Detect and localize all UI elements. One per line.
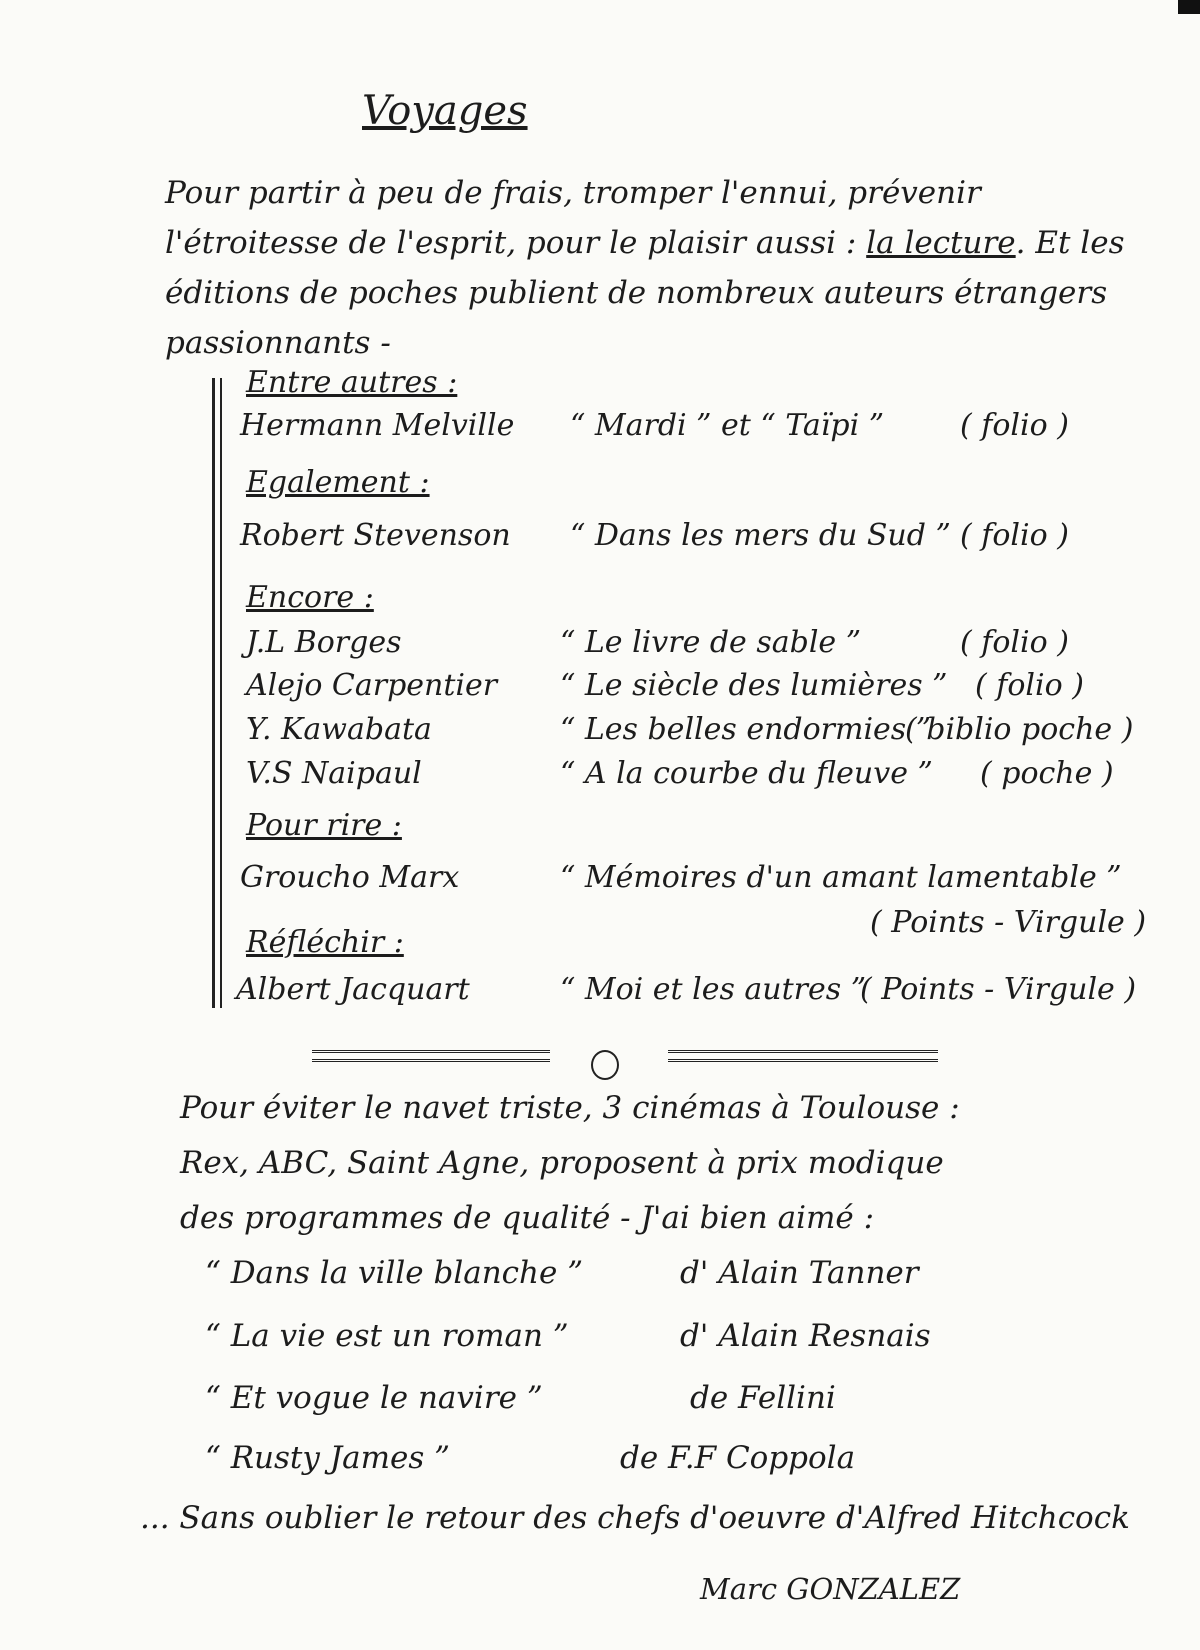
- intro-highlight: la lecture: [866, 225, 1016, 261]
- book-publisher: ( folio ): [960, 518, 1069, 553]
- book-author: J.L Borges: [246, 625, 402, 660]
- book-title: “ Mémoires d'un amant lamentable ”: [560, 860, 1122, 895]
- book-title: “ A la courbe du fleuve ”: [560, 756, 933, 791]
- signature: Marc GONZALEZ: [700, 1572, 961, 1606]
- film-director: de Fellini: [690, 1380, 836, 1416]
- scan-corner-mark: [1178, 0, 1200, 14]
- book-publisher: ( Points - Virgule ): [860, 972, 1137, 1007]
- book-author: Y. Kawabata: [246, 712, 432, 747]
- film-director: d' Alain Resnais: [680, 1318, 931, 1354]
- intro-paragraph: [165, 168, 1125, 368]
- list-header: Pour rire :: [246, 808, 402, 843]
- book-publisher: ( folio ): [975, 668, 1084, 703]
- list-header: Entre autres :: [246, 365, 458, 400]
- book-title: “ Moi et les autres ”: [560, 972, 867, 1007]
- book-author: Hermann Melville: [240, 408, 515, 443]
- book-author: V.S Naipaul: [246, 756, 422, 791]
- book-title: “ Mardi ” et “ Taïpi ”: [570, 408, 885, 443]
- intro-text-before: Pour partir à peu de frais, tromper l'ennui, prévenir l'étroitesse de l'esprit, pour le plaisir aussi :: [165, 175, 981, 261]
- separator-line-right: [668, 1050, 938, 1062]
- page-title: Voyages: [362, 88, 528, 134]
- book-author: Albert Jacquart: [236, 972, 470, 1007]
- list-header: Réfléchir :: [246, 925, 404, 960]
- book-list-margin-bar: [212, 378, 222, 1008]
- book-title: “ Le livre de sable ”: [560, 625, 862, 660]
- film-director: de F.F Coppola: [620, 1440, 856, 1476]
- film-title: “ La vie est un roman ”: [205, 1318, 569, 1354]
- book-publisher: ( poche ): [980, 756, 1114, 791]
- book-title: “ Dans les mers du Sud ”: [570, 518, 951, 553]
- film-title: “ Rusty James ”: [205, 1440, 451, 1476]
- cinema-closing: ... Sans oublier le retour des chefs d'oeuvre d'Alfred Hitchcock: [140, 1500, 1130, 1536]
- cinema-line: Pour éviter le navet triste, 3 cinémas à Toulouse :: [180, 1090, 960, 1126]
- book-title: “ Le siècle des lumières ”: [560, 668, 948, 703]
- separator-circle: [591, 1050, 619, 1080]
- book-publisher: ( biblio poche ): [905, 712, 1134, 747]
- list-header: Egalement :: [246, 465, 430, 500]
- book-author: Alejo Carpentier: [246, 668, 498, 703]
- book-publisher: ( folio ): [960, 625, 1069, 660]
- list-item: [240, 408, 514, 443]
- separator-line-left: [312, 1050, 550, 1062]
- book-publisher: ( folio ): [960, 408, 1069, 443]
- cinema-line: Rex, ABC, Saint Agne, proposent à prix modique: [180, 1145, 944, 1181]
- film-title: “ Et vogue le navire ”: [205, 1380, 543, 1416]
- book-title: “ Les belles endormies ”: [560, 712, 932, 747]
- cinema-line: des programmes de qualité - J'ai bien aimé :: [180, 1200, 875, 1236]
- film-director: d' Alain Tanner: [680, 1255, 919, 1291]
- film-title: “ Dans la ville blanche ”: [205, 1255, 584, 1291]
- list-header: Encore :: [246, 580, 374, 615]
- book-publisher: ( Points - Virgule ): [870, 905, 1147, 940]
- intro-text-after: . Et les éditions de poches publient de nombreux auteurs étrangers passionnants -: [165, 225, 1125, 361]
- book-author: Robert Stevenson: [240, 518, 511, 553]
- book-author: Groucho Marx: [240, 860, 460, 895]
